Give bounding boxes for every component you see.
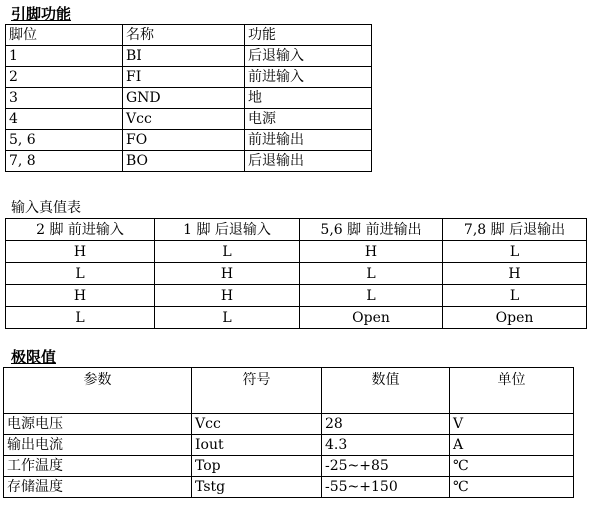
column-header: 1 脚 后退输入 bbox=[155, 219, 300, 241]
table-cell: 电源电压 bbox=[4, 414, 192, 435]
table-cell: L bbox=[300, 263, 443, 285]
column-header: 脚位 bbox=[6, 25, 123, 46]
table-cell: L bbox=[300, 285, 443, 307]
absolute-limits-table bbox=[3, 367, 574, 498]
table-cell: Vcc bbox=[123, 109, 245, 130]
column-header: 2 脚 前进输入 bbox=[6, 219, 155, 241]
table-row bbox=[6, 263, 587, 285]
table-cell: H bbox=[6, 241, 155, 263]
table-cell: 4.3 bbox=[322, 435, 450, 456]
table-cell: ℃ bbox=[450, 456, 574, 477]
table-cell: Iout bbox=[192, 435, 322, 456]
table-cell: 电源 bbox=[245, 109, 372, 130]
table-cell: 4 bbox=[6, 109, 123, 130]
table-cell: 工作温度 bbox=[4, 456, 192, 477]
input-truth-table bbox=[5, 218, 587, 329]
table-cell: 地 bbox=[245, 88, 372, 109]
column-header: 单位 bbox=[450, 368, 574, 414]
table-cell: 存储温度 bbox=[4, 477, 192, 498]
header-row bbox=[6, 219, 587, 241]
table-cell: Top bbox=[192, 456, 322, 477]
column-header: 数值 bbox=[322, 368, 450, 414]
table-cell: FO bbox=[123, 130, 245, 151]
table-cell: -55~+150 bbox=[322, 477, 450, 498]
column-header: 功能 bbox=[245, 25, 372, 46]
pin-function-table bbox=[5, 24, 372, 172]
table-row bbox=[6, 46, 372, 67]
table-cell: BI bbox=[123, 46, 245, 67]
table-cell: H bbox=[443, 263, 587, 285]
table-cell: L bbox=[6, 263, 155, 285]
table-row bbox=[6, 130, 372, 151]
table-cell: L bbox=[155, 241, 300, 263]
table-cell: GND bbox=[123, 88, 245, 109]
table-cell: L bbox=[443, 241, 587, 263]
table-row bbox=[6, 109, 372, 130]
table-row bbox=[6, 285, 587, 307]
table-cell: H bbox=[155, 285, 300, 307]
table-cell: 5, 6 bbox=[6, 130, 123, 151]
truth-table-title: 输入真值表 bbox=[11, 200, 81, 216]
table-cell: FI bbox=[123, 67, 245, 88]
table-cell: 3 bbox=[6, 88, 123, 109]
header-row bbox=[4, 368, 574, 414]
table-cell: A bbox=[450, 435, 574, 456]
table-cell: Tstg bbox=[192, 477, 322, 498]
table-row bbox=[4, 477, 574, 498]
column-header: 符号 bbox=[192, 368, 322, 414]
table-cell: Open bbox=[443, 307, 587, 329]
table-cell: L bbox=[6, 307, 155, 329]
column-header: 名称 bbox=[123, 25, 245, 46]
table-cell: 输出电流 bbox=[4, 435, 192, 456]
table-cell: V bbox=[450, 414, 574, 435]
table-row bbox=[6, 151, 372, 172]
table-cell: H bbox=[300, 241, 443, 263]
table-cell: 前进输出 bbox=[245, 130, 372, 151]
table-cell: ℃ bbox=[450, 477, 574, 498]
table-row bbox=[4, 456, 574, 477]
table-cell: H bbox=[6, 285, 155, 307]
table-cell: H bbox=[155, 263, 300, 285]
table-cell: -25~+85 bbox=[322, 456, 450, 477]
table-cell: 后退输入 bbox=[245, 46, 372, 67]
table-cell: 28 bbox=[322, 414, 450, 435]
table-row bbox=[6, 88, 372, 109]
table-row bbox=[4, 435, 574, 456]
table-row bbox=[6, 241, 587, 263]
limits-title: 极限值 bbox=[11, 348, 57, 366]
table-row bbox=[6, 67, 372, 88]
table-row bbox=[4, 414, 574, 435]
table-cell: L bbox=[155, 307, 300, 329]
pin-function-title: 引脚功能 bbox=[11, 5, 72, 23]
table-cell: 前进输入 bbox=[245, 67, 372, 88]
column-header: 7,8 脚 后退输出 bbox=[443, 219, 587, 241]
table-cell: 7, 8 bbox=[6, 151, 123, 172]
table-cell: 2 bbox=[6, 67, 123, 88]
column-header: 5,6 脚 前进输出 bbox=[300, 219, 443, 241]
table-cell: L bbox=[443, 285, 587, 307]
table-cell: Vcc bbox=[192, 414, 322, 435]
table-cell: BO bbox=[123, 151, 245, 172]
column-header: 参数 bbox=[4, 368, 192, 414]
header-row bbox=[6, 25, 372, 46]
table-cell: Open bbox=[300, 307, 443, 329]
table-cell: 后退输出 bbox=[245, 151, 372, 172]
table-cell: 1 bbox=[6, 46, 123, 67]
table-row bbox=[6, 307, 587, 329]
